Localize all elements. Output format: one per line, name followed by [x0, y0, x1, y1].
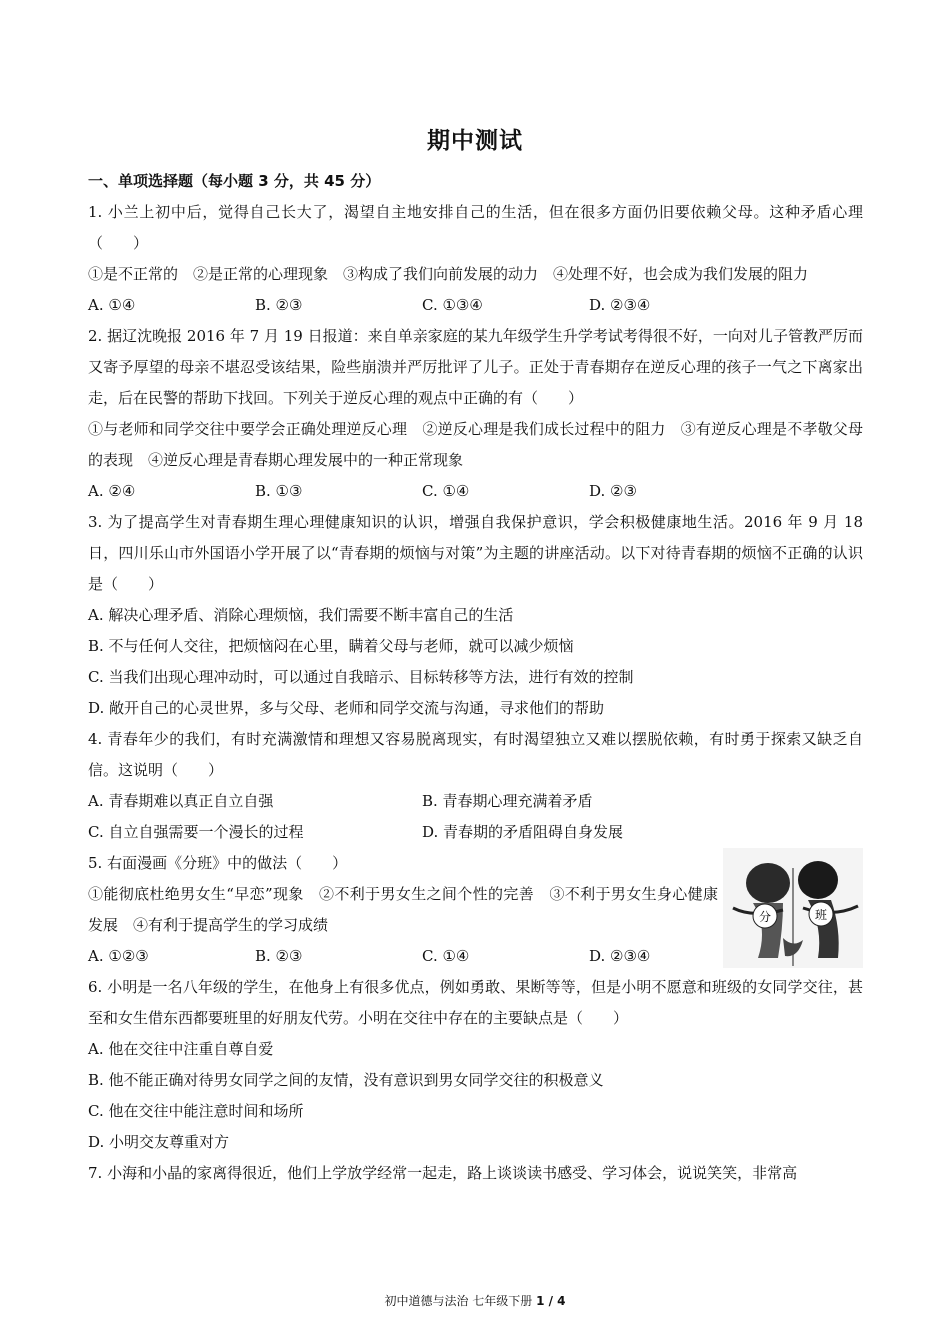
cartoon-label-1: 分 [758, 910, 772, 924]
page-number: 1 / 4 [536, 1294, 566, 1308]
option-c: C. 自立自强需要一个漫长的过程 [88, 823, 304, 841]
options [88, 290, 863, 321]
option-c: C. 当我们出现心理冲动时，可以通过自我暗示、目标转移等方法，进行有效的控制 [88, 668, 634, 686]
question-stem: 6. 小明是一名八年级的学生，在他身上有很多优点，例如勇敢、果断等等，但是小明不愿意和班级的女同学交往，甚至和女生借东西都要班里的好朋友代劳。小明在交往中存在的主要缺点是（ ） [88, 978, 863, 1027]
question-stem: 1. 小兰上初中后，觉得自己长大了，渴望自主地安排自己的生活，但在很多方面仍旧要依赖父母。这种矛盾心理（ ） [88, 203, 863, 252]
option-d: D. ②③④ [589, 296, 651, 314]
options [88, 476, 863, 507]
option-a: A. ①④ [88, 296, 136, 314]
options-row-1 [88, 786, 863, 817]
question-5 [88, 848, 863, 972]
options-row-2 [88, 817, 863, 848]
question-4 [88, 724, 863, 848]
page-footer [0, 1292, 950, 1309]
option-a: A. 解决心理矛盾、消除心理烦恼，我们需要不断丰富自己的生活 [88, 606, 514, 624]
question-items: ①是不正常的 ②是正常的心理现象 ③构成了我们向前发展的动力 ④处理不好，也会成为我们发展的阻力 [88, 265, 809, 283]
cartoon-label-2: 班 [814, 908, 828, 922]
cartoon-image [723, 848, 863, 968]
question-items: ①与老师和同学交往中要学会正确处理逆反心理 ②逆反心理是我们成长过程中的阻力 ③有逆反心理是不孝敬父母的表现 ④逆反心理是青春期心理发展中的一种正常现象 [88, 420, 863, 469]
question-1 [88, 197, 863, 321]
option-c: C. ①④ [422, 947, 470, 965]
question-2 [88, 321, 863, 507]
option-c: C. ①③④ [422, 296, 483, 314]
question-3 [88, 507, 863, 724]
option-a: A. ②④ [88, 482, 136, 500]
question-stem: 7. 小海和小晶的家离得很近，他们上学放学经常一起走，路上谈谈读书感受、学习体会，说说笑笑，非常高 [88, 1164, 798, 1182]
option-b: B. 青春期心理充满着矛盾 [422, 792, 593, 810]
option-b: B. ①③ [255, 482, 303, 500]
option-d: D. 敞开自己的心灵世界，多与父母、老师和同学交流与沟通，寻求他们的帮助 [88, 699, 605, 717]
question-stem: 5. 右面漫画《分班》中的做法（ ） [88, 854, 348, 872]
option-d: D. ②③④ [589, 947, 651, 965]
question-5-text [88, 848, 718, 941]
question-6 [88, 972, 863, 1158]
footer-text: 初中道德与法治 七年级下册 [384, 1294, 537, 1308]
page-title: 期中测试 [427, 128, 523, 154]
question-stem: 2. 据辽沈晚报 2016 年 7 月 19 日报道：来自单亲家庭的某九年级学生升学考试考得很不好，一向对儿子管教严厉而又寄予厚望的母亲不堪忍受该结果，险些崩溃并严厉批评了儿子。正处于青春期存在逆反心理的孩子一气之下离家出走，后在民警的帮助下找回。下列关于逆反心理的观点中正确的有（ ） [88, 327, 863, 407]
option-c: C. ①④ [422, 482, 470, 500]
option-b: B. 他不能正确对待男女同学之间的友情，没有意识到男女同学交往的积极意义 [88, 1071, 604, 1089]
questions [88, 197, 863, 1189]
option-a: A. ①②③ [88, 947, 149, 965]
question-stem: 3. 为了提高学生对青春期生理心理健康知识的认识，增强自我保护意识，学会积极健康地生活。2016 年 9 月 18 日，四川乐山市外国语小学开展了以“青春期的烦恼与对策”为主题的讲座活动。以下对待青春期的烦恼不正确的认识是（ ） [88, 513, 863, 593]
question-stem: 4. 青春年少的我们，有时充满激情和理想又容易脱离现实，有时渴望独立又难以摆脱依赖，有时勇于探索又缺乏自信。这说明（ ） [88, 730, 863, 779]
option-d: D. 小明交友尊重对方 [88, 1133, 230, 1151]
option-b: B. ②③ [255, 296, 303, 314]
option-a: A. 青春期难以真正自立自强 [88, 792, 274, 810]
section-heading: 一、单项选择题（每小题 3 分，共 45 分） [88, 172, 381, 190]
option-b: B. 不与任何人交往，把烦恼闷在心里，瞒着父母与老师，就可以减少烦恼 [88, 637, 574, 655]
question-items: ①能彻底杜绝男女生“早恋”现象 ②不利于男女生之间个性的完善 ③不利于男女生身心健康发展 ④有利于提高学生的学习成绩 [88, 885, 718, 934]
option-d: D. ②③ [589, 482, 637, 500]
question-7 [88, 1158, 863, 1189]
option-c: C. 他在交往中能注意时间和场所 [88, 1102, 304, 1120]
option-b: B. ②③ [255, 947, 303, 965]
option-d: D. 青春期的矛盾阻碍自身发展 [422, 823, 624, 841]
option-a: A. 他在交往中注重自尊自爱 [88, 1040, 274, 1058]
